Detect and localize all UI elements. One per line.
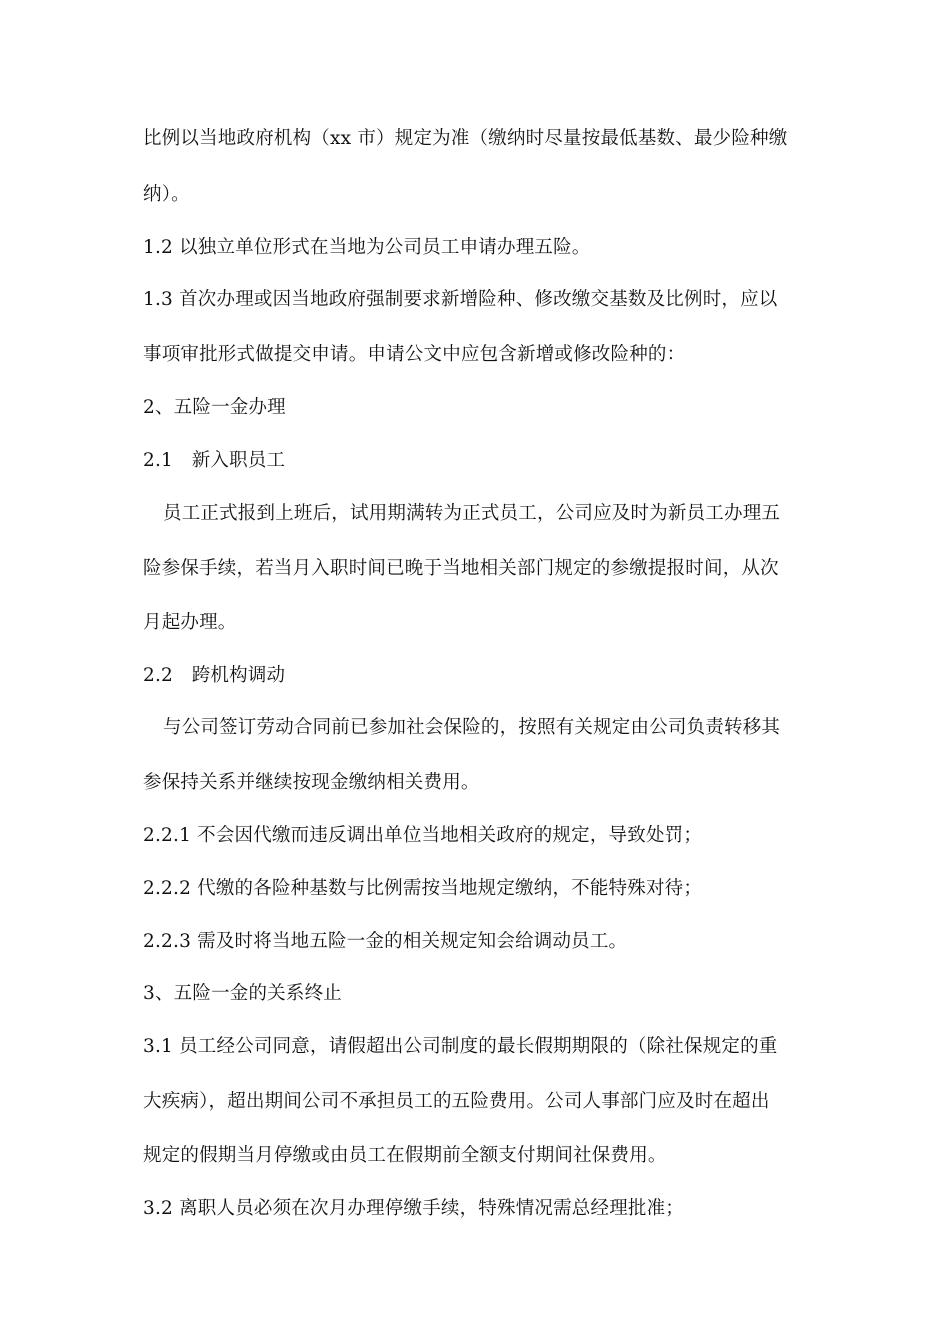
- paragraph-line: 月起办理。: [143, 612, 237, 633]
- paragraph-line: 参保持关系并继续按现金缴纳相关费用。: [143, 772, 480, 793]
- paragraph-line: 员工正式报到上班后，试用期满转为正式员工，公司应及时为新员工办理五: [163, 503, 781, 524]
- list-item: 2.2.1 不会因代缴而违反调出单位当地相关政府的规定，导致处罚；: [143, 825, 703, 846]
- paragraph-line: 比例以当地政府机构（xx 市）规定为准（缴纳时尽量按最低基数、最少险种缴: [143, 128, 788, 149]
- paragraph-line: 险参保手续，若当月入职时间已晚于当地相关部门规定的参缴提报时间，从次: [143, 558, 779, 579]
- list-item: 2.2.3 需及时将当地五险一金的相关规定知会给调动员工。: [143, 931, 628, 952]
- paragraph-line: 大疾病），超出期间公司不承担员工的五险费用。公司人事部门应及时在超出: [143, 1091, 770, 1112]
- paragraph-line: 1.3 首次办理或因当地政府强制要求新增险种、修改缴交基数及比例时，应以: [143, 289, 778, 310]
- paragraph-line: 与公司签订劳动合同前已参加社会保险的，按照有关规定由公司负责转移其: [163, 717, 781, 738]
- subsection-heading: 2.1 新入职员工: [143, 450, 286, 471]
- paragraph-line: 3.1 员工经公司同意，请假超出公司制度的最长假期期限的（除社保规定的重: [143, 1036, 778, 1057]
- list-item: 2.2.2 代缴的各险种基数与比例需按当地规定缴纳，不能特殊对待；: [143, 878, 703, 899]
- paragraph-line: 事项审批形式做提交申请。申请公文中应包含新增或修改险种的：: [143, 344, 686, 365]
- paragraph-line: 纳）。: [143, 184, 190, 205]
- section-heading: 2、五险一金办理: [143, 397, 286, 418]
- subsection-heading: 2.2 跨机构调动: [143, 665, 286, 686]
- paragraph-line: 3.2 离职人员必须在次月办理停缴手续，特殊情况需总经理批准；: [143, 1198, 685, 1219]
- paragraph-line: 规定的假期当月停缴或由员工在假期前全额支付期间社保费用。: [143, 1145, 667, 1166]
- paragraph-line: 1.2 以独立单位形式在当地为公司员工申请办理五险。: [143, 237, 591, 258]
- section-heading: 3、五险一金的关系终止: [143, 983, 342, 1004]
